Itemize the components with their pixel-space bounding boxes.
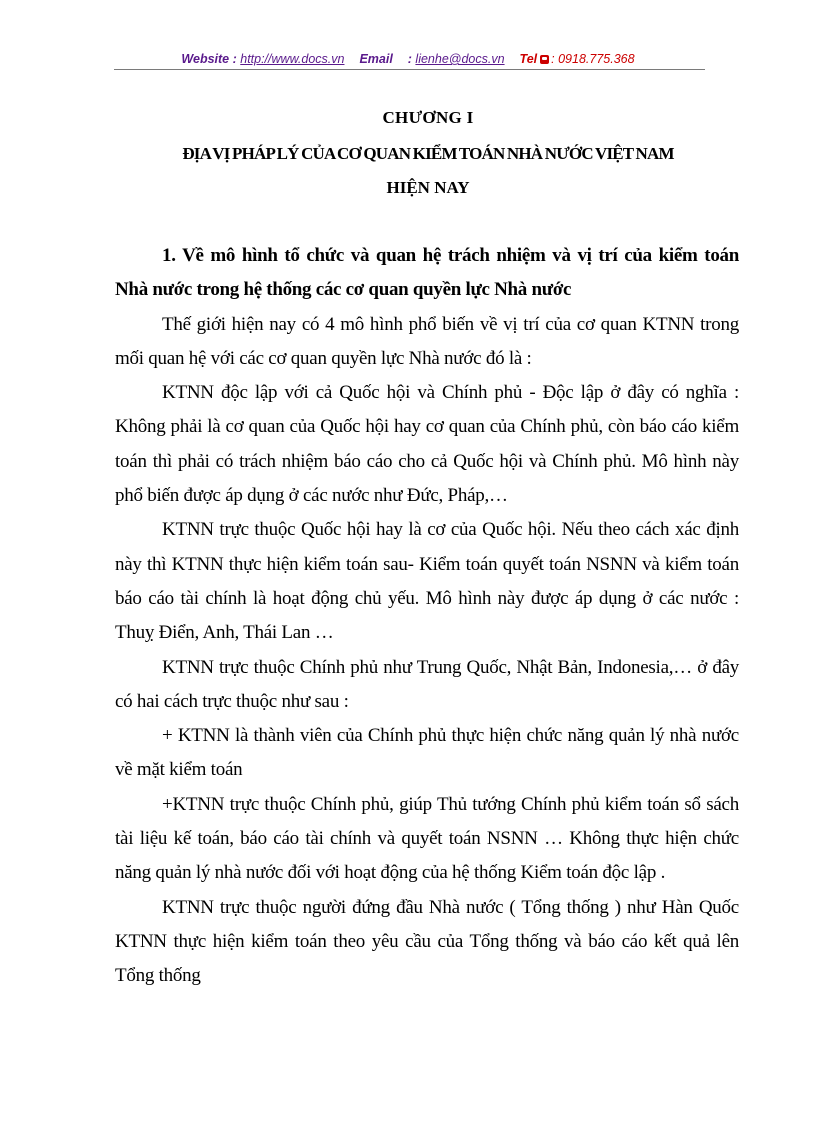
email-link[interactable]: lienhe@docs.vn <box>415 52 505 66</box>
chapter-subtitle-continued: HIỆN NAY <box>386 178 470 197</box>
header-divider <box>114 69 705 70</box>
email-label: Email <box>359 52 393 66</box>
section-heading: 1. Về mô hình tổ chức và quan hệ trách nhiệm và vị trí của kiểm toán Nhà nước trong hệ thống các cơ quan quyền lực Nhà nước <box>115 245 739 301</box>
website-label: Website : <box>181 52 237 66</box>
tel-separator: : <box>551 52 555 66</box>
paragraph-government-option-1: + KTNN là thành viên của Chính phủ thực hiện chức năng quản lý nhà nước về mặt kiểm toán <box>115 725 739 781</box>
tel-label: Tel <box>519 52 538 66</box>
page-header <box>0 51 816 67</box>
paragraph-intro: Thế giới hiện nay có 4 mô hình phổ biến về vị trí của cơ quan KTNN trong mối quan hệ với các cơ quan quyền lực Nhà nước đó là : <box>115 313 739 369</box>
paragraph-model-independent: KTNN độc lập với cả Quốc hội và Chính phủ - Độc lập ở đây có nghĩa : Không phải là cơ quan của Quốc hội hay cơ quan của Chính phủ, còn báo cáo kiểm toán thì phải có trách nhiệm báo cáo cho cả Quốc hội và Chính phủ. Mô hình này phổ biến được áp dụng ở các nước như Đức, Pháp,… <box>115 382 739 507</box>
paragraph-model-parliament: KTNN trực thuộc Quốc hội hay là cơ của Quốc hội. Nếu theo cách xác định này thì KTNN thực hiện kiểm toán sau- Kiểm toán quyết toán NSNN và kiểm toán báo cáo tài chính là hoạt động chủ yếu. Mô hình này được áp dụng ở các nước : Thuỵ Điển, Anh, Thái Lan … <box>115 519 739 644</box>
email-separator: : <box>407 52 412 66</box>
phone-icon <box>540 55 549 64</box>
website-link[interactable]: http://www.docs.vn <box>240 52 345 66</box>
tel-value: 0918.775.368 <box>558 52 635 66</box>
paragraph-government-option-2: +KTNN trực thuộc Chính phủ, giúp Thủ tướng Chính phủ kiểm toán sổ sách tài liệu kế toán, báo cáo tài chính và quyết toán NSNN … Không thực hiện chức năng quản lý nhà nước đối với hoạt động của hệ thống Kiểm toán độc lập . <box>115 793 739 884</box>
chapter-title: CHƯƠNG I <box>382 108 474 127</box>
paragraph-model-government: KTNN trực thuộc Chính phủ như Trung Quốc, Nhật Bản, Indonesia,… ở đây có hai cách trực thuộc như sau : <box>115 656 739 712</box>
chapter-subtitle: ĐỊA VỊ PHÁP LÝ CỦA CƠ QUAN KIỂM TOÁN NHÀ NƯỚC VIỆT NAM <box>182 144 674 163</box>
paragraph-model-head-of-state: KTNN trực thuộc người đứng đầu Nhà nước ( Tổng thống ) như Hàn Quốc KTNN thực hiện kiểm toán theo yêu cầu của Tổng thống và báo cáo kết quả lên Tổng thống <box>115 896 739 987</box>
body-content <box>115 239 739 994</box>
